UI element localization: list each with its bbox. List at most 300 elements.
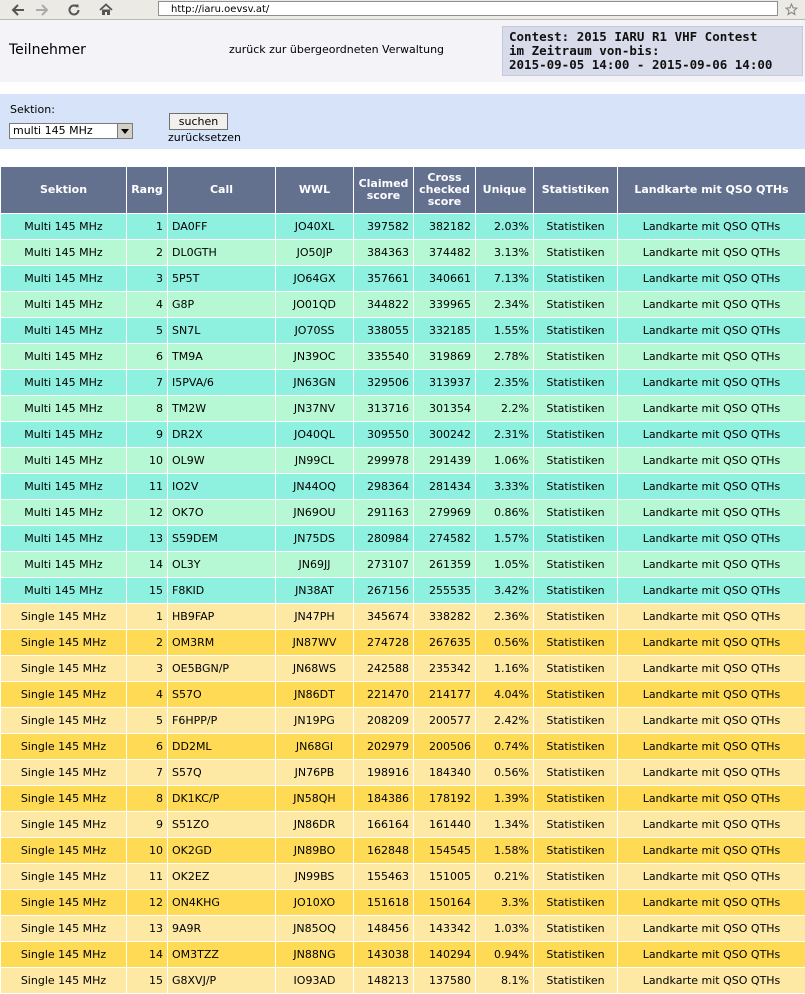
statistiken-link[interactable]: Statistiken [534,786,618,812]
statistiken-link[interactable]: Statistiken [534,578,618,604]
statistiken-link[interactable]: Statistiken [534,422,618,448]
col-header-cross[interactable]: Cross checked score [414,167,476,214]
claimed-score-cell: 329506 [354,370,414,396]
table-row [1,344,805,370]
landkarte-link[interactable]: Landkarte mit QSO QTHs [618,422,805,448]
unique-cell: 1.39% [476,786,534,812]
table-row [1,578,805,604]
claimed-score-cell: 162848 [354,838,414,864]
cross-checked-score-cell: 261359 [414,552,476,578]
call-cell: G8XVJ/P [168,968,276,994]
unique-cell: 3.42% [476,578,534,604]
rang-cell: 1 [127,214,168,240]
rang-cell: 2 [127,240,168,266]
table-row [1,318,805,344]
sektion-cell: Multi 145 MHz [1,318,127,344]
sektion-cell: Single 145 MHz [1,604,127,630]
claimed-score-cell: 151618 [354,890,414,916]
call-cell: OM3RM [168,630,276,656]
sektion-select[interactable] [9,123,133,139]
cross-checked-score-cell: 267635 [414,630,476,656]
wwl-cell: JN89BO [276,838,354,864]
call-cell: DD2ML [168,734,276,760]
unique-cell: 7.13% [476,266,534,292]
unique-cell: 0.56% [476,630,534,656]
claimed-score-cell: 143038 [354,942,414,968]
unique-cell: 4.04% [476,682,534,708]
unique-cell: 1.57% [476,526,534,552]
call-cell: S57O [168,682,276,708]
claimed-score-cell: 148456 [354,916,414,942]
wwl-cell: JN69JJ [276,552,354,578]
table-row [1,864,805,890]
unique-cell: 2.2% [476,396,534,422]
landkarte-link[interactable]: Landkarte mit QSO QTHs [618,682,805,708]
claimed-score-cell: 313716 [354,396,414,422]
cross-checked-score-cell: 313937 [414,370,476,396]
rang-cell: 7 [127,760,168,786]
landkarte-link[interactable]: Landkarte mit QSO QTHs [618,474,805,500]
landkarte-link[interactable]: Landkarte mit QSO QTHs [618,344,805,370]
statistiken-link[interactable]: Statistiken [534,942,618,968]
statistiken-link[interactable]: Statistiken [534,396,618,422]
claimed-score-cell: 344822 [354,292,414,318]
cross-checked-score-cell: 150164 [414,890,476,916]
cross-checked-score-cell: 338282 [414,604,476,630]
unique-cell: 2.36% [476,604,534,630]
wwl-cell: JO50JP [276,240,354,266]
unique-cell: 2.78% [476,344,534,370]
sektion-cell: Single 145 MHz [1,630,127,656]
unique-cell: 2.35% [476,370,534,396]
table-row [1,422,805,448]
statistiken-link[interactable]: Statistiken [534,370,618,396]
unique-cell: 1.03% [476,916,534,942]
wwl-cell: JN76PB [276,760,354,786]
rang-cell: 15 [127,968,168,994]
table-row [1,838,805,864]
wwl-cell: JN86DT [276,682,354,708]
wwl-cell: JN88NG [276,942,354,968]
statistiken-link[interactable]: Statistiken [534,292,618,318]
cross-checked-score-cell: 374482 [414,240,476,266]
landkarte-link[interactable]: Landkarte mit QSO QTHs [618,604,805,630]
statistiken-link[interactable]: Statistiken [534,682,618,708]
table-row [1,890,805,916]
cross-checked-score-cell: 339965 [414,292,476,318]
landkarte-link[interactable]: Landkarte mit QSO QTHs [618,708,805,734]
landkarte-link[interactable]: Landkarte mit QSO QTHs [618,838,805,864]
reset-link[interactable]: zurücksetzen [168,131,241,144]
cross-checked-score-cell: 235342 [414,656,476,682]
rang-cell: 8 [127,396,168,422]
wwl-cell: JO64GX [276,266,354,292]
table-row [1,682,805,708]
landkarte-link[interactable]: Landkarte mit QSO QTHs [618,370,805,396]
statistiken-link[interactable]: Statistiken [534,448,618,474]
landkarte-link[interactable]: Landkarte mit QSO QTHs [618,864,805,890]
rang-cell: 11 [127,474,168,500]
star-icon[interactable] [783,1,799,17]
sektion-cell: Single 145 MHz [1,864,127,890]
wwl-cell: JN86DR [276,812,354,838]
home-icon[interactable] [96,0,116,19]
sektion-cell: Multi 145 MHz [1,500,127,526]
unique-cell: 3.33% [476,474,534,500]
table-row [1,448,805,474]
landkarte-link[interactable]: Landkarte mit QSO QTHs [618,890,805,916]
table-row [1,240,805,266]
wwl-cell: JN47PH [276,604,354,630]
landkarte-link[interactable]: Landkarte mit QSO QTHs [618,760,805,786]
wwl-cell: JN68WS [276,656,354,682]
claimed-score-cell: 184386 [354,786,414,812]
call-cell: OL9W [168,448,276,474]
claimed-score-cell: 357661 [354,266,414,292]
sektion-select-value: multi 145 MHz [13,124,93,137]
landkarte-link[interactable]: Landkarte mit QSO QTHs [618,916,805,942]
call-cell: OK2GD [168,838,276,864]
rang-cell: 2 [127,630,168,656]
statistiken-link[interactable]: Statistiken [534,864,618,890]
cross-checked-score-cell: 255535 [414,578,476,604]
rang-cell: 8 [127,786,168,812]
statistiken-link[interactable]: Statistiken [534,214,618,240]
sektion-label: Sektion: [10,103,55,116]
statistiken-link[interactable]: Statistiken [534,760,618,786]
statistiken-link[interactable]: Statistiken [534,838,618,864]
col-header-wwl[interactable]: WWL [276,167,354,214]
call-cell: OK2EZ [168,864,276,890]
claimed-score-cell: 148213 [354,968,414,994]
table-body [1,214,805,994]
statistiken-link[interactable]: Statistiken [534,916,618,942]
call-cell: OE5BGN/P [168,656,276,682]
cross-checked-score-cell: 140294 [414,942,476,968]
claimed-score-cell: 155463 [354,864,414,890]
cross-checked-score-cell: 137580 [414,968,476,994]
claimed-score-cell: 242588 [354,656,414,682]
cross-checked-score-cell: 200506 [414,734,476,760]
table-header-row [1,167,805,214]
table-row [1,370,805,396]
sektion-cell: Single 145 MHz [1,968,127,994]
col-header-call[interactable]: Call [168,167,276,214]
col-header-statistiken[interactable]: Statistiken [534,167,618,214]
sektion-cell: Single 145 MHz [1,760,127,786]
sektion-cell: Single 145 MHz [1,916,127,942]
landkarte-link[interactable]: Landkarte mit QSO QTHs [618,292,805,318]
claimed-score-cell: 338055 [354,318,414,344]
unique-cell: 0.56% [476,760,534,786]
call-cell: F8KID [168,578,276,604]
unique-cell: 2.34% [476,292,534,318]
rang-cell: 7 [127,370,168,396]
cross-checked-score-cell: 151005 [414,864,476,890]
rang-cell: 3 [127,266,168,292]
call-cell: SN7L [168,318,276,344]
rang-cell: 11 [127,864,168,890]
unique-cell: 1.16% [476,656,534,682]
col-header-sektion[interactable]: Sektion [1,167,127,214]
rang-cell: 6 [127,344,168,370]
cross-checked-score-cell: 300242 [414,422,476,448]
wwl-cell: JN69OU [276,500,354,526]
page-title: Teilnehmer [9,42,86,58]
sektion-cell: Multi 145 MHz [1,526,127,552]
statistiken-link[interactable]: Statistiken [534,630,618,656]
cross-checked-score-cell: 154545 [414,838,476,864]
landkarte-link[interactable]: Landkarte mit QSO QTHs [618,318,805,344]
col-header-rang[interactable]: Rang [127,167,168,214]
sektion-cell: Multi 145 MHz [1,344,127,370]
forward-arrow-icon[interactable] [32,0,52,19]
claimed-score-cell: 291163 [354,500,414,526]
landkarte-link[interactable]: Landkarte mit QSO QTHs [618,968,805,994]
landkarte-link[interactable]: Landkarte mit QSO QTHs [618,578,805,604]
statistiken-link[interactable]: Statistiken [534,344,618,370]
call-cell: S59DEM [168,526,276,552]
landkarte-link[interactable]: Landkarte mit QSO QTHs [618,734,805,760]
rang-cell: 12 [127,890,168,916]
statistiken-link[interactable]: Statistiken [534,318,618,344]
wwl-cell: JN39OC [276,344,354,370]
unique-cell: 1.06% [476,448,534,474]
landkarte-link[interactable]: Landkarte mit QSO QTHs [618,786,805,812]
landkarte-link[interactable]: Landkarte mit QSO QTHs [618,812,805,838]
table-row [1,474,805,500]
claimed-score-cell: 309550 [354,422,414,448]
rang-cell: 15 [127,578,168,604]
landkarte-link[interactable]: Landkarte mit QSO QTHs [618,942,805,968]
cross-checked-score-cell: 274582 [414,526,476,552]
unique-cell: 0.86% [476,500,534,526]
back-arrow-icon[interactable] [8,0,28,19]
statistiken-link[interactable]: Statistiken [534,734,618,760]
call-cell: S57Q [168,760,276,786]
sektion-cell: Single 145 MHz [1,708,127,734]
call-cell: 5P5T [168,266,276,292]
call-cell: IO2V [168,474,276,500]
unique-cell: 2.03% [476,214,534,240]
rang-cell: 10 [127,448,168,474]
statistiken-link[interactable]: Statistiken [534,266,618,292]
call-cell: G8P [168,292,276,318]
unique-cell: 2.42% [476,708,534,734]
landkarte-link[interactable]: Landkarte mit QSO QTHs [618,266,805,292]
cross-checked-score-cell: 214177 [414,682,476,708]
rang-cell: 13 [127,916,168,942]
table-row [1,942,805,968]
call-cell: TM9A [168,344,276,370]
claimed-score-cell: 345674 [354,604,414,630]
sektion-cell: Multi 145 MHz [1,422,127,448]
cross-checked-score-cell: 200577 [414,708,476,734]
statistiken-link[interactable]: Statistiken [534,812,618,838]
sektion-cell: Multi 145 MHz [1,474,127,500]
unique-cell: 2.31% [476,422,534,448]
landkarte-link[interactable]: Landkarte mit QSO QTHs [618,214,805,240]
table-row [1,786,805,812]
rang-cell: 1 [127,604,168,630]
wwl-cell: JN99CL [276,448,354,474]
rang-cell: 5 [127,318,168,344]
claimed-score-cell: 384363 [354,240,414,266]
wwl-cell: JN63GN [276,370,354,396]
landkarte-link[interactable]: Landkarte mit QSO QTHs [618,630,805,656]
table-row [1,292,805,318]
rang-cell: 12 [127,500,168,526]
landkarte-link[interactable]: Landkarte mit QSO QTHs [618,448,805,474]
table-row [1,630,805,656]
wwl-cell: JN58QH [276,786,354,812]
statistiken-link[interactable]: Statistiken [534,890,618,916]
claimed-score-cell: 335540 [354,344,414,370]
contest-period: 2015-09-05 14:00 - 2015-09-06 14:00 [509,57,773,72]
landkarte-link[interactable]: Landkarte mit QSO QTHs [618,500,805,526]
statistiken-link[interactable]: Statistiken [534,240,618,266]
reload-icon[interactable] [64,0,84,19]
table-row [1,500,805,526]
table-row [1,734,805,760]
cross-checked-score-cell: 143342 [414,916,476,942]
statistiken-link[interactable]: Statistiken [534,552,618,578]
cross-checked-score-cell: 161440 [414,812,476,838]
table-row [1,760,805,786]
rang-cell: 3 [127,656,168,682]
table-row [1,526,805,552]
sektion-cell: Single 145 MHz [1,734,127,760]
statistiken-link[interactable]: Statistiken [534,656,618,682]
wwl-cell: JO40QL [276,422,354,448]
sektion-cell: Multi 145 MHz [1,578,127,604]
col-header-unique[interactable]: Unique [476,167,534,214]
call-cell: OM3TZZ [168,942,276,968]
call-cell: 9A9R [168,916,276,942]
rang-cell: 4 [127,682,168,708]
table-row [1,604,805,630]
wwl-cell: JN85OQ [276,916,354,942]
statistiken-link[interactable]: Statistiken [534,968,618,994]
sektion-cell: Multi 145 MHz [1,370,127,396]
cross-checked-score-cell: 332185 [414,318,476,344]
cross-checked-score-cell: 291439 [414,448,476,474]
wwl-cell: JO10XO [276,890,354,916]
url-bar[interactable]: http://iaru.oevsv.at/ [158,1,778,16]
statistiken-link[interactable]: Statistiken [534,500,618,526]
rang-cell: 13 [127,526,168,552]
contest-name: Contest: 2015 IARU R1 VHF Contest [509,29,758,44]
unique-cell: 3.13% [476,240,534,266]
wwl-cell: JO01QD [276,292,354,318]
landkarte-link[interactable]: Landkarte mit QSO QTHs [618,552,805,578]
call-cell: OK7O [168,500,276,526]
sektion-cell: Multi 145 MHz [1,214,127,240]
results-table [0,166,805,994]
cross-checked-score-cell: 279969 [414,500,476,526]
claimed-score-cell: 273107 [354,552,414,578]
sektion-cell: Single 145 MHz [1,942,127,968]
unique-cell: 1.55% [476,318,534,344]
unique-cell: 1.34% [476,812,534,838]
sektion-cell: Single 145 MHz [1,682,127,708]
table-row [1,968,805,994]
col-header-landkarte[interactable]: Landkarte mit QSO QTHs [618,167,805,214]
rang-cell: 5 [127,708,168,734]
claimed-score-cell: 221470 [354,682,414,708]
call-cell: F6HPP/P [168,708,276,734]
sektion-cell: Multi 145 MHz [1,448,127,474]
statistiken-link[interactable]: Statistiken [534,604,618,630]
call-cell: DR2X [168,422,276,448]
rang-cell: 6 [127,734,168,760]
back-to-admin-link[interactable]: zurück zur übergeordneten Verwaltung [229,43,445,56]
chevron-down-icon[interactable] [117,124,132,138]
sektion-cell: Single 145 MHz [1,786,127,812]
claimed-score-cell: 280984 [354,526,414,552]
call-cell: HB9FAP [168,604,276,630]
cross-checked-score-cell: 178192 [414,786,476,812]
table-row [1,916,805,942]
landkarte-link[interactable]: Landkarte mit QSO QTHs [618,396,805,422]
unique-cell: 0.21% [476,864,534,890]
wwl-cell: JN68GI [276,734,354,760]
cross-checked-score-cell: 382182 [414,214,476,240]
statistiken-link[interactable]: Statistiken [534,474,618,500]
wwl-cell: JO40XL [276,214,354,240]
wwl-cell: IO93AD [276,968,354,994]
table-row [1,396,805,422]
unique-cell: 1.58% [476,838,534,864]
wwl-cell: JN75DS [276,526,354,552]
unique-cell: 0.74% [476,734,534,760]
landkarte-link[interactable]: Landkarte mit QSO QTHs [618,656,805,682]
rang-cell: 10 [127,838,168,864]
unique-cell: 0.94% [476,942,534,968]
sektion-cell: Single 145 MHz [1,838,127,864]
statistiken-link[interactable]: Statistiken [534,526,618,552]
wwl-cell: JN19PG [276,708,354,734]
sektion-cell: Multi 145 MHz [1,292,127,318]
wwl-cell: JN99BS [276,864,354,890]
call-cell: TM2W [168,396,276,422]
statistiken-link[interactable]: Statistiken [534,708,618,734]
wwl-cell: JN38AT [276,578,354,604]
cross-checked-score-cell: 319869 [414,344,476,370]
col-header-claimed[interactable]: Claimed score [354,167,414,214]
sektion-cell: Single 145 MHz [1,656,127,682]
call-cell: S51ZO [168,812,276,838]
rang-cell: 14 [127,942,168,968]
claimed-score-cell: 267156 [354,578,414,604]
page-header [0,20,805,82]
contest-period-label: im Zeitraum von-bis: [509,43,660,58]
landkarte-link[interactable]: Landkarte mit QSO QTHs [618,526,805,552]
search-button[interactable]: suchen [169,113,228,130]
landkarte-link[interactable]: Landkarte mit QSO QTHs [618,240,805,266]
table-row [1,214,805,240]
call-cell: OL3Y [168,552,276,578]
browser-toolbar [0,0,805,20]
call-cell: DA0FF [168,214,276,240]
wwl-cell: JN44OQ [276,474,354,500]
rang-cell: 4 [127,292,168,318]
claimed-score-cell: 397582 [354,214,414,240]
call-cell: DK1KC/P [168,786,276,812]
table-row [1,656,805,682]
call-cell: DL0GTH [168,240,276,266]
table-row [1,708,805,734]
